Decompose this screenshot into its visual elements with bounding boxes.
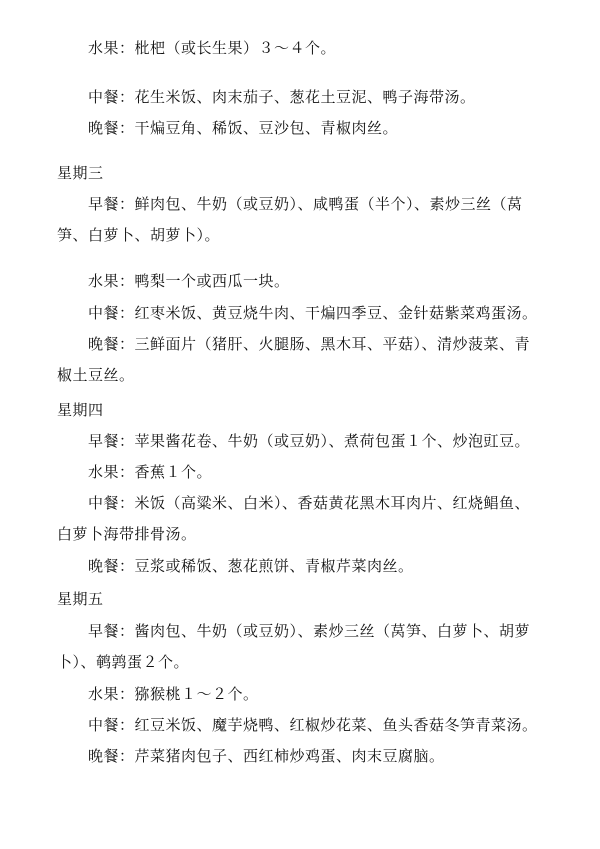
breakfast-line-friday-cont: 卜）、鹌鹑蛋２个。 [57, 653, 190, 671]
day-heading-thursday: 星期四 [57, 401, 104, 419]
lunch-line-tuesday: 中餐：花生米饭、肉末茄子、葱花土豆泥、鸭子海带汤。 [88, 88, 476, 106]
lunch-line-friday: 中餐：红豆米饭、魔芋烧鸭、红椒炒花菜、鱼头香菇冬笋青菜汤。 [88, 716, 538, 734]
breakfast-line-thursday: 早餐：苹果酱花卷、牛奶（或豆奶）、煮荷包蛋１个、炒泡豇豆。 [88, 432, 531, 450]
dinner-line-friday: 晚餐：芹菜猪肉包子、西红柿炒鸡蛋、肉末豆腐脑。 [88, 747, 445, 765]
day-heading-friday: 星期五 [57, 590, 104, 608]
dinner-line-wednesday-cont: 椒土豆丝。 [57, 366, 135, 384]
day-heading-wednesday: 星期三 [57, 164, 104, 182]
breakfast-line-wednesday: 早餐：鲜肉包、牛奶（或豆奶）、咸鸭蛋（半个）、素炒三丝（莴 [88, 195, 523, 213]
lunch-line-wednesday: 中餐：红枣米饭、黄豆烧牛肉、干煸四季豆、金针菇紫菜鸡蛋汤。 [88, 304, 538, 322]
breakfast-line-friday: 早餐：酱肉包、牛奶（或豆奶）、素炒三丝（莴笋、白萝卜、胡萝 [88, 622, 531, 640]
fruit-line-wednesday: 水果：鸭梨一个或西瓜一块。 [88, 272, 290, 290]
dinner-line-wednesday: 晚餐：三鲜面片（猪肝、火腿肠、黑木耳、平菇）、清炒菠菜、青 [88, 335, 531, 353]
fruit-line-thursday: 水果：香蕉１个。 [88, 463, 213, 481]
fruit-line-friday: 水果：猕猴桃１～２个。 [88, 685, 259, 703]
breakfast-line-wednesday-cont: 笋、白萝卜、胡萝卜）。 [57, 226, 221, 244]
lunch-line-thursday-cont: 白萝卜海带排骨汤。 [57, 525, 197, 543]
dinner-line-thursday: 晚餐：豆浆或稀饭、葱花煎饼、青椒芹菜肉丝。 [88, 557, 414, 575]
lunch-line-thursday: 中餐：米饭（高粱米、白米）、香菇黄花黑木耳肉片、红烧鲳鱼、 [88, 494, 531, 512]
dinner-line-tuesday: 晚餐：干煸豆角、稀饭、豆沙包、青椒肉丝。 [88, 119, 399, 137]
fruit-line-tuesday: 水果：枇杷（或长生果）３～４个。 [88, 39, 337, 57]
